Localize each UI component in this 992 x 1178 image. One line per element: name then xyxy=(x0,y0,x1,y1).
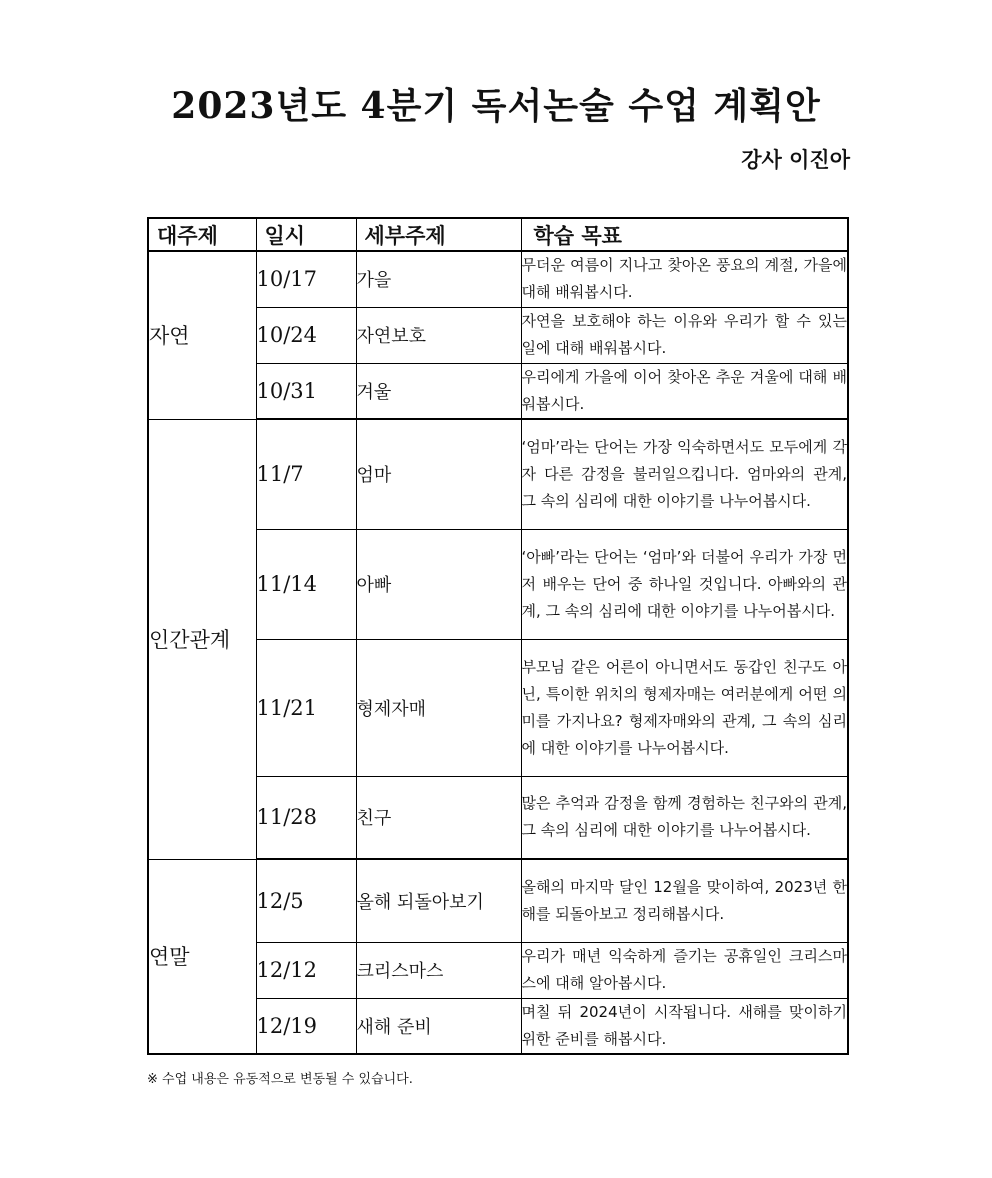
table-row xyxy=(148,419,848,529)
goal-cell: 우리에게 가을에 이어 찾아온 추운 겨울에 대해 배워봅시다. xyxy=(521,363,848,419)
date-cell: 11/21 xyxy=(256,639,356,776)
topic-cell: 크리스마스 xyxy=(356,942,521,998)
goal-cell: 자연을 보호해야 하는 이유와 우리가 할 수 있는 일에 대해 배워봅시다. xyxy=(521,307,848,363)
footnote: ※ 수업 내용은 유동적으로 변동될 수 있습니다. xyxy=(147,1072,413,1087)
group-label: 연말 xyxy=(148,859,256,1054)
header-main-theme: 대주제 xyxy=(148,218,256,251)
goal-cell: 부모님 같은 어른이 아니면서도 동갑인 친구도 아닌, 특이한 위치의 형제자매는 여러분에게 어떤 의미를 가지나요? 형제자매와의 관계, 그 속의 심리에 대한 이야기를 나누어봅시다. xyxy=(521,639,848,776)
date-cell: 10/24 xyxy=(256,307,356,363)
goal-cell: 우리가 매년 익숙하게 즐기는 공휴일인 크리스마스에 대해 알아봅시다. xyxy=(521,942,848,998)
date-cell: 11/14 xyxy=(256,529,356,639)
group-label: 인간관계 xyxy=(148,419,256,859)
header-learning-goal: 학습 목표 xyxy=(521,218,848,251)
goal-cell: 무더운 여름이 지나고 찾아온 풍요의 계절, 가을에 대해 배워봅시다. xyxy=(521,251,848,307)
header-sub-theme: 세부주제 xyxy=(356,218,521,251)
table-row xyxy=(148,859,848,942)
topic-cell: 올해 되돌아보기 xyxy=(356,859,521,942)
table-row xyxy=(148,251,848,307)
topic-cell: 자연보호 xyxy=(356,307,521,363)
goal-cell: 많은 추억과 감정을 함께 경험하는 친구와의 관계, 그 속의 심리에 대한 이야기를 나누어봅시다. xyxy=(521,776,848,859)
goal-cell: 며칠 뒤 2024년이 시작됩니다. 새해를 맞이하기 위한 준비를 해봅시다. xyxy=(521,998,848,1054)
topic-cell: 친구 xyxy=(356,776,521,859)
date-cell: 11/28 xyxy=(256,776,356,859)
lesson-plan-table xyxy=(147,217,849,1055)
goal-cell: 올해의 마지막 달인 12월을 맞이하여, 2023년 한 해를 되돌아보고 정리해봅시다. xyxy=(521,859,848,942)
instructor-name: 강사 이진아 xyxy=(741,148,850,172)
topic-cell: 아빠 xyxy=(356,529,521,639)
topic-cell: 형제자매 xyxy=(356,639,521,776)
page-title: 2023년도 4분기 독서논술 수업 계획안 xyxy=(171,85,821,127)
topic-cell: 가을 xyxy=(356,251,521,307)
header-date: 일시 xyxy=(256,218,356,251)
group-label: 자연 xyxy=(148,251,256,419)
date-cell: 11/7 xyxy=(256,419,356,529)
topic-cell: 겨울 xyxy=(356,363,521,419)
goal-cell: ‘엄마’라는 단어는 가장 익숙하면서도 모두에게 각자 다른 감정을 불러일으킵니다. 엄마와의 관계, 그 속의 심리에 대한 이야기를 나누어봅시다. xyxy=(521,419,848,529)
table-header-row xyxy=(148,218,848,251)
topic-cell: 엄마 xyxy=(356,419,521,529)
date-cell: 10/17 xyxy=(256,251,356,307)
date-cell: 12/19 xyxy=(256,998,356,1054)
date-cell: 12/5 xyxy=(256,859,356,942)
goal-cell: ‘아빠’라는 단어는 ‘엄마’와 더불어 우리가 가장 먼저 배우는 단어 중 하나일 것입니다. 아빠와의 관계, 그 속의 심리에 대한 이야기를 나누어봅시다. xyxy=(521,529,848,639)
date-cell: 12/12 xyxy=(256,942,356,998)
topic-cell: 새해 준비 xyxy=(356,998,521,1054)
date-cell: 10/31 xyxy=(256,363,356,419)
